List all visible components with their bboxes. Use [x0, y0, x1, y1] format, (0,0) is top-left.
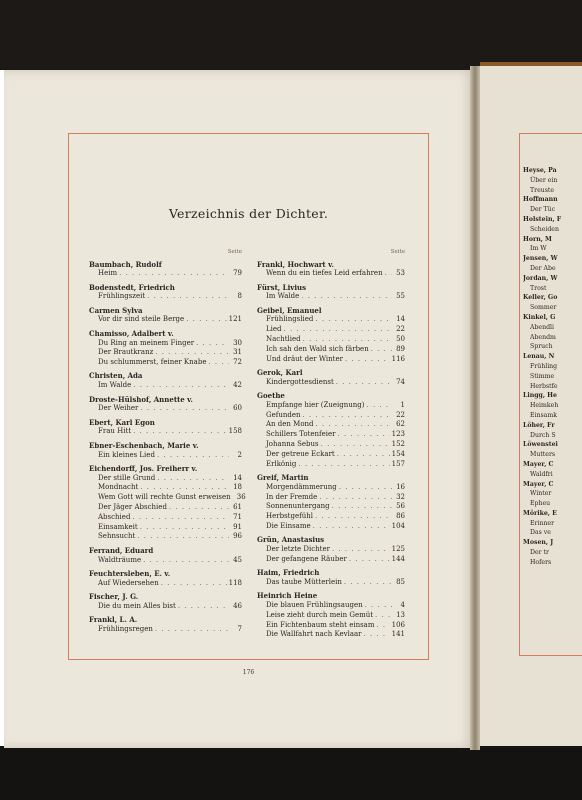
dot-leader [169, 503, 229, 513]
dot-leader [140, 483, 229, 493]
author-name: Eichendorff, Jos. Freiherr v. [89, 463, 198, 473]
poem-title: Waldträume [98, 555, 142, 564]
poem-entry [89, 427, 242, 437]
poem-entry [257, 493, 405, 503]
dot-leader [133, 381, 229, 391]
dot-leader [313, 522, 390, 532]
poem-page-number: 96 [233, 532, 242, 541]
dot-leader [339, 483, 392, 493]
poem-entry [257, 483, 405, 493]
poem-title: Erlkönig [266, 459, 297, 468]
poem-entry [257, 420, 405, 430]
poem-title: Im Walde [98, 381, 132, 390]
background-top [0, 0, 582, 70]
poem-page-number: 123 [391, 430, 405, 439]
poem-page-number: 104 [391, 521, 405, 530]
next-page-author-fragment: Mosen, J [523, 539, 554, 547]
poem-title: Der getreue Eckart [266, 449, 335, 458]
poem-entry [257, 630, 405, 640]
poem-entry [257, 378, 405, 388]
poem-page-number: 22 [396, 410, 405, 419]
poem-title: Im Walde [266, 292, 300, 301]
next-page-author-fragment: Löwenstei [523, 441, 558, 449]
dot-leader [338, 430, 390, 440]
author-name: Frankl, L. A. [89, 615, 138, 624]
dot-leader [321, 440, 390, 450]
poem-page-number: 62 [396, 420, 405, 429]
poem-entry [257, 578, 405, 588]
poem-title: Du schlummerst, feiner Knabe [98, 358, 207, 367]
poem-title: Schillers Totenfeier [266, 430, 336, 439]
poem-page-number: 53 [396, 269, 405, 278]
poem-page-number: 74 [396, 377, 405, 386]
author-name: Fürst, Livius [257, 282, 307, 292]
next-page-poem-fragment: Über ein [530, 176, 558, 184]
poem-title: Frau Hitt [98, 427, 132, 436]
poem-page-number: 71 [233, 512, 242, 521]
poem-title: Frühlingszeit [98, 292, 146, 301]
poem-page-number: 56 [396, 502, 405, 511]
next-page-poem-fragment: Stimme [530, 372, 555, 380]
poem-page-number: 106 [391, 620, 405, 629]
next-page-poem-fragment: Heimkeh [530, 402, 559, 410]
poem-entry [89, 315, 242, 325]
poem-page-number: 13 [396, 610, 405, 619]
poem-title: Morgendämmerung [266, 482, 337, 491]
dot-leader [316, 420, 392, 430]
poem-page-number: 144 [391, 554, 405, 563]
next-page-poem-fragment: Der Tüc [530, 206, 556, 214]
poem-title: Leise zieht durch mein Gemüt [266, 610, 374, 619]
dot-leader [375, 611, 392, 621]
next-page-author-fragment: Lingg, He [523, 392, 557, 400]
poem-page-number: 152 [391, 440, 405, 449]
poem-title: Ein kleines Lied [98, 450, 155, 459]
poem-page-number: 18 [233, 483, 242, 492]
dot-leader [301, 292, 392, 302]
poem-title: Lied [266, 325, 282, 334]
poem-entry [257, 345, 405, 355]
next-page-poem-fragment: Epheu [530, 500, 551, 508]
poem-title: Wenn du ein tiefes Leid erfahren [266, 269, 383, 278]
next-page-author-fragment: Mörike, E [523, 509, 557, 517]
poem-entry [89, 493, 246, 503]
next-page-poem-fragment: Der tr [530, 549, 549, 557]
poem-page-number: 86 [396, 512, 405, 521]
poem-title: Nachtlied [266, 335, 301, 344]
next-page-author-fragment: Jordan, W [523, 274, 558, 282]
poem-page-number: 14 [233, 473, 242, 482]
seite-label: Seite [390, 249, 405, 255]
author-name: Ebner-Eschenbach, Marie v. [89, 440, 199, 450]
poem-entry [257, 335, 405, 345]
poem-page-number: 45 [233, 555, 242, 564]
dot-leader [332, 545, 390, 555]
poem-entry [89, 451, 242, 461]
index-column-right [257, 248, 405, 640]
poem-page-number: 72 [233, 358, 242, 367]
next-page-author-fragment: Mayer, C [523, 480, 554, 488]
author-name: Ferrand, Eduard [89, 545, 154, 555]
poem-page-number: 158 [228, 427, 242, 436]
dot-leader [284, 325, 392, 335]
author-list-right [257, 260, 405, 641]
next-page-author-fragment: Horn, M [523, 235, 552, 243]
dot-leader [157, 451, 229, 461]
poem-entry [89, 513, 242, 523]
poem-entry [89, 483, 242, 493]
dot-leader [385, 269, 392, 279]
poem-title: Die du mein Alles bist [98, 601, 176, 610]
dot-leader [119, 269, 229, 279]
poem-page-number: 60 [233, 404, 242, 413]
poem-page-number: 14 [396, 315, 405, 324]
next-page-author-fragment: Hoffmann [523, 196, 558, 204]
next-page-poem-fragment: Spruch [530, 343, 553, 351]
page-number: 176 [242, 669, 255, 676]
dot-leader [186, 315, 226, 325]
next-page-author-fragment: Jensen, W [523, 255, 558, 263]
poem-page-number: 50 [396, 335, 405, 344]
next-page-poem-fragment: Abendm [530, 333, 556, 341]
dot-leader [332, 502, 392, 512]
dot-leader [178, 602, 229, 612]
next-page-poem-fragment: Scheiden [530, 225, 559, 233]
poem-page-number: 121 [228, 315, 242, 324]
next-page-author-fragment: Löher, Fr [523, 421, 555, 429]
poem-page-number: 157 [391, 459, 405, 468]
poem-page-number: 7 [237, 624, 242, 633]
poem-page-number: 32 [396, 492, 405, 501]
next-page-poem-fragment: Das ve [530, 529, 551, 537]
poem-entry [257, 545, 405, 555]
dot-leader [155, 348, 229, 358]
author-name: Goethe [257, 391, 285, 401]
dot-leader [155, 625, 229, 635]
poem-entry [89, 348, 242, 358]
poem-entry [257, 440, 405, 450]
author-name: Christen, Ada [89, 371, 143, 381]
poem-page-number: 46 [233, 601, 242, 610]
dot-leader [371, 345, 392, 355]
page-title: Verzeichnis der Dichter. [168, 206, 329, 221]
dot-leader [140, 523, 229, 533]
poem-title: Einsamkeit [98, 522, 138, 531]
poem-title: Der Brautkranz [98, 348, 154, 357]
dot-leader [337, 450, 390, 460]
next-page-fragment-list [523, 166, 582, 568]
poem-title: Empfange hier (Zueignung) [266, 400, 365, 409]
next-page-poem-fragment: Winter [530, 490, 552, 498]
poem-title: Sehnsucht [98, 532, 136, 541]
dot-leader [161, 579, 227, 589]
poem-page-number: 4 [400, 601, 405, 609]
poem-title: Frühlingslied [266, 315, 314, 324]
author-name: Carmen Sylva [89, 305, 143, 315]
poem-page-number: 61 [233, 503, 242, 512]
poem-title: Heim [98, 269, 118, 278]
author-name: Frankl, Hochwart v. [257, 259, 334, 269]
poem-title: Der Jäger Abschied [98, 503, 167, 512]
poem-page-number: 141 [391, 630, 405, 639]
poem-title: Sonnenuntergang [266, 502, 330, 511]
poem-title: An den Mond [266, 420, 314, 429]
poem-page-number: 125 [391, 545, 405, 554]
poem-entry [89, 358, 242, 368]
poem-page-number: 31 [233, 348, 242, 357]
dot-leader [208, 358, 229, 368]
poem-entry [257, 450, 405, 460]
poem-entry [257, 512, 405, 522]
poem-entry [257, 611, 405, 621]
dot-leader [376, 621, 389, 631]
seite-label: Seite [227, 249, 242, 255]
book-gutter [470, 66, 480, 750]
poem-page-number: 91 [233, 522, 242, 531]
author-name: Heinrich Heine [257, 591, 318, 601]
author-name: Baumbach, Rudolf [89, 259, 162, 269]
dot-leader [364, 630, 390, 640]
next-page-poem-fragment: Der Abe [530, 264, 556, 272]
author-name: Chamisso, Adalbert v. [89, 328, 174, 338]
poem-title: In der Fremde [266, 492, 318, 501]
poem-entry [89, 269, 242, 279]
dot-leader [132, 513, 229, 523]
author-name: Bodenstedt, Friedrich [89, 282, 175, 292]
poem-title: Du Ring an meinem Finger [98, 338, 195, 347]
poem-title: Die Wallfahrt nach Kevlaar [266, 630, 362, 639]
next-page-poem-fragment: Einsamk [530, 411, 557, 419]
author-name: Grün, Anastasius [257, 535, 325, 545]
next-page-poem-fragment: Frühling [530, 362, 558, 370]
next-page-poem-fragment: Mutters [530, 451, 556, 459]
poem-title: Das taube Mütterlein [266, 577, 342, 586]
background-bottom [0, 746, 582, 800]
author-name: Greif, Martin [257, 472, 309, 482]
next-page-author-fragment: Holstein, F [523, 215, 562, 223]
poem-entry [89, 556, 242, 566]
dot-leader [157, 474, 229, 484]
poem-title: Mondnacht [98, 483, 139, 492]
poem-entry [257, 555, 405, 565]
index-column-left [89, 248, 246, 635]
poem-entry [89, 404, 242, 414]
poem-entry [257, 621, 405, 631]
dot-leader [365, 601, 392, 611]
poem-title: Der stille Grund [98, 473, 156, 482]
poem-entry [89, 503, 242, 513]
next-page-poem-fragment: Abendli [530, 323, 554, 331]
poem-page-number: 85 [396, 577, 405, 586]
poem-page-number: 30 [233, 338, 242, 347]
poem-page-number: 2 [237, 450, 242, 459]
poem-title: Die Einsame [266, 521, 311, 530]
next-page-poem-fragment: Durch S [530, 431, 556, 439]
poem-entry [257, 355, 405, 365]
poem-entry [257, 292, 405, 302]
poem-title: Gefunden [266, 410, 301, 419]
poem-title: Herbstgefühl [266, 512, 313, 521]
poem-entry [89, 579, 242, 589]
poem-page-number: 36 [236, 493, 246, 502]
dot-leader [315, 315, 392, 325]
dot-leader [344, 578, 392, 588]
dot-leader [137, 532, 229, 542]
next-page-poem-fragment: Hofers [530, 558, 552, 566]
poem-page-number: 16 [396, 482, 405, 491]
poem-entry [257, 430, 405, 440]
poem-entry [89, 474, 242, 484]
poem-entry [257, 460, 405, 470]
poem-title: Der letzte Dichter [266, 545, 330, 554]
dot-leader [140, 404, 229, 414]
author-name: Droste-Hülshof, Annette v. [89, 394, 193, 404]
dot-leader [315, 512, 392, 522]
dot-leader [336, 378, 392, 388]
next-page-poem-fragment: Trost [530, 284, 547, 292]
poem-entry [257, 401, 405, 411]
poem-title: Johanna Sebus [266, 440, 319, 449]
poem-entry [89, 381, 242, 391]
poem-entry [89, 602, 242, 612]
next-page-poem-fragment: Treuste [530, 186, 555, 194]
poem-page-number: 154 [391, 449, 405, 458]
poem-title: Vor dir sind steile Berge [98, 315, 185, 324]
author-name: Ebert, Karl Egon [89, 417, 155, 427]
poem-page-number: 42 [233, 381, 242, 390]
dot-leader [303, 335, 392, 345]
poem-title: Der Weiher [98, 404, 139, 413]
next-page-poem-fragment: Erinner [530, 519, 555, 527]
next-page-poem-fragment: Herbstfe [530, 382, 558, 390]
author-name: Fischer, J. G. [89, 591, 139, 601]
dot-leader [147, 292, 229, 302]
poem-entry [89, 532, 242, 542]
author-name: Feuchtersleben, E. v. [89, 568, 171, 578]
author-name: Haim, Friedrich [257, 568, 320, 578]
poem-title: Die blauen Frühlingsaugen [266, 601, 363, 609]
poem-page-number: 55 [396, 292, 405, 301]
poem-entry [257, 601, 405, 611]
poem-page-number: 118 [228, 578, 242, 587]
next-page-poem-fragment: Sommer [530, 304, 557, 312]
dot-leader [196, 339, 229, 349]
poem-entry [257, 502, 405, 512]
next-page-poem-fragment: Im W [530, 245, 547, 253]
poem-page-number: 1 [400, 400, 405, 409]
poem-entry [89, 292, 242, 302]
poem-title: Und dräut der Winter [266, 354, 343, 363]
poem-entry [257, 325, 405, 335]
poem-title: Kindergottesdienst [266, 377, 334, 386]
next-page-poem-fragment: Waldfri [530, 470, 553, 478]
author-name: Gerok, Karl [257, 367, 303, 377]
poem-entry [257, 269, 405, 279]
poem-title: Frühlingsregen [98, 624, 153, 633]
poem-title: Der gefangene Räuber [266, 554, 347, 563]
poem-entry [89, 625, 242, 635]
next-page-author-fragment: Keller, Go [523, 294, 558, 302]
poem-page-number: 89 [396, 344, 405, 353]
poem-page-number: 8 [237, 292, 242, 301]
poem-page-number: 116 [391, 354, 405, 363]
poem-entry [89, 523, 242, 533]
dot-leader [345, 355, 390, 365]
author-name: Geibel, Emanuel [257, 305, 322, 315]
dot-leader [367, 401, 392, 411]
next-page-author-fragment: Mayer, C [523, 460, 554, 468]
next-page-author-fragment: Lenau, N [523, 353, 555, 361]
dot-leader [133, 427, 227, 437]
poem-entry [257, 315, 405, 325]
poem-title: Abschied [98, 512, 131, 521]
dot-leader [319, 493, 392, 503]
dot-leader [302, 411, 392, 421]
poem-entry [257, 522, 405, 532]
next-page-author-fragment: Heyse, Pa [523, 167, 557, 174]
poem-page-number: 22 [396, 325, 405, 334]
poem-title: Auf Wiedersehen [98, 578, 159, 587]
dot-leader [349, 555, 390, 565]
poem-entry [257, 411, 405, 421]
poem-entry [89, 339, 242, 349]
poem-title: Ein Fichtenbaum steht einsam [266, 620, 375, 629]
dot-leader [143, 556, 229, 566]
poem-title: Wem Gott will rechte Gunst erweisen [98, 493, 231, 502]
poem-page-number: 79 [233, 269, 242, 278]
dot-leader [298, 460, 389, 470]
poem-title: Ich sah den Wald sich färben [266, 344, 369, 353]
next-page-author-fragment: Kinkel, G [523, 313, 556, 321]
author-list-left [89, 259, 246, 635]
